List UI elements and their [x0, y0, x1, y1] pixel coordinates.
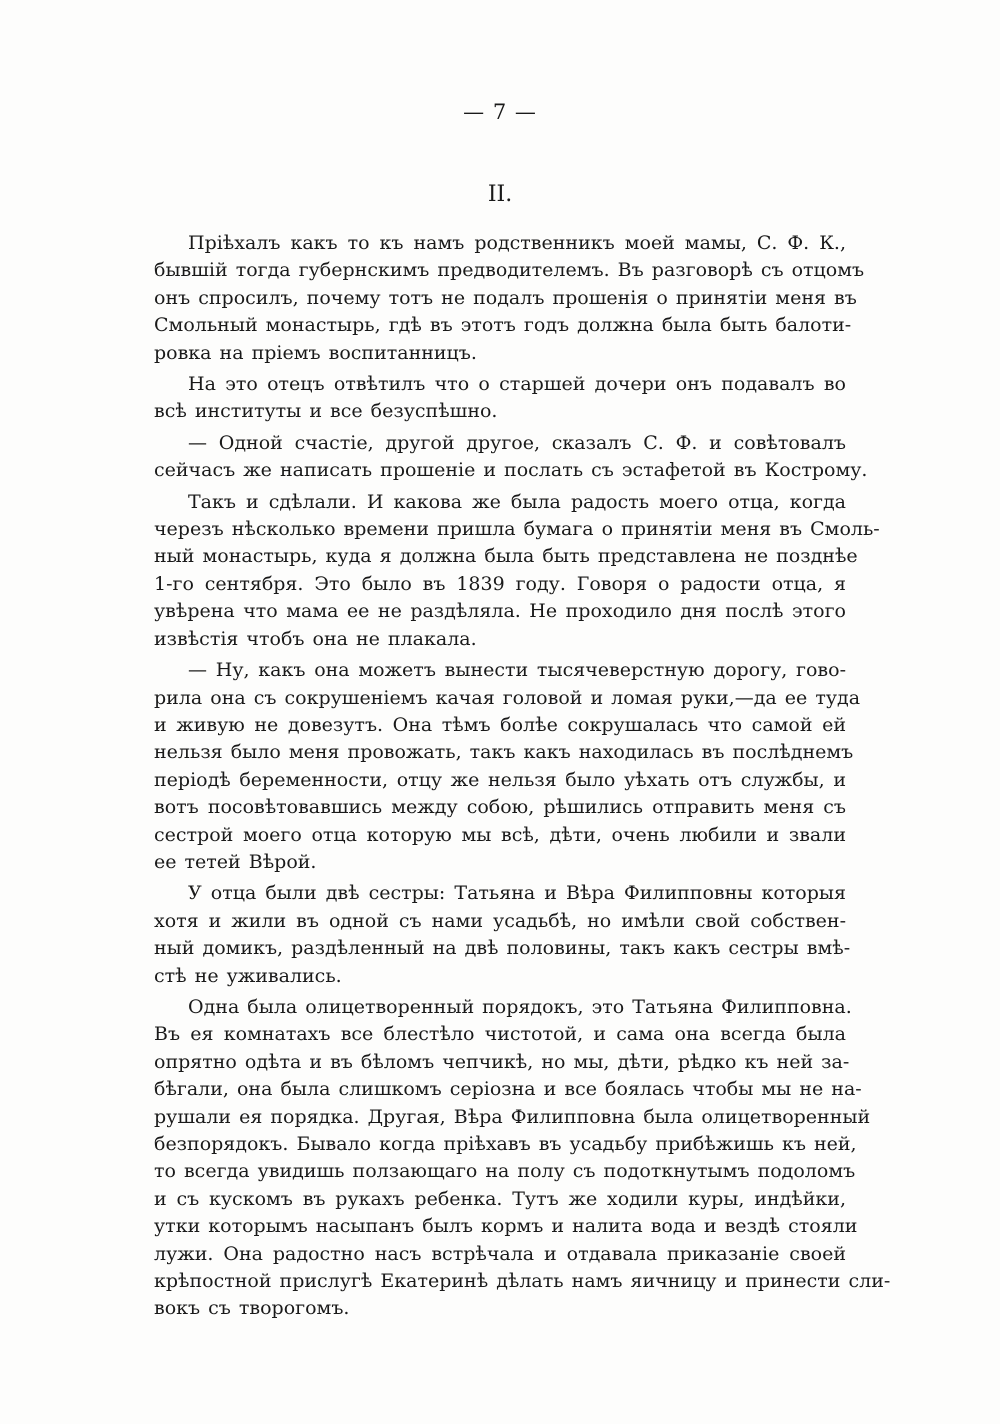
text-line: періодѣ беременности, отцу же нельзя было уѣхать отъ службы, и [154, 768, 846, 791]
text-line: то всегда увидишь ползающаго на полу съ подоткнутымъ подоломъ [154, 1160, 856, 1183]
text-line: лужи. Она радостно насъ встрѣчала и отдавала приказаніе своей [154, 1242, 846, 1265]
paragraph [154, 880, 851, 990]
text-line: онъ спросилъ, почему тотъ не подалъ прошенія о принятіи меня въ [154, 286, 857, 309]
text-line: утки которымъ насыпанъ былъ кормъ и налита вода и вездѣ стояли [154, 1215, 858, 1238]
text-line: опрятно одѣта и въ бѣломъ чепчикѣ, но мы, дѣти, рѣдко къ ней за- [154, 1050, 850, 1073]
text-line: 1-го сентября. Это было въ 1839 году. Говоря о радости отца, я [154, 572, 846, 595]
text-line: рушали ея порядка. Другая, Вѣра Филипповна была олицетворенный [154, 1105, 871, 1128]
text-line: крѣпостной прислугѣ Екатеринѣ дѣлать намъ яичницу и принести сли- [154, 1270, 891, 1293]
text-line: извѣстія чтобъ она не плакала. [154, 627, 477, 650]
paragraph [154, 489, 880, 653]
paragraph [154, 230, 865, 367]
body-text [154, 230, 891, 1323]
text-line: На это отецъ отвѣтилъ что о старшей дочери онъ подавалъ во [188, 373, 846, 396]
text-line: увѣрена что мама ее не раздѣляла. Не проходило дня послѣ этого [154, 600, 846, 623]
text-line: вотъ посовѣтовавшись между собою, рѣшились отправить меня съ [154, 796, 846, 819]
text-line: Смольный монастырь, гдѣ въ этотъ годъ должна была быть балоти- [154, 314, 852, 337]
paragraph [154, 657, 861, 876]
text-line: черезъ нѣсколько времени пришла бумага о принятіи меня въ Смоль- [154, 518, 880, 541]
text-line: нельзя было меня провожать, такъ какъ находилась въ послѣднемъ [154, 741, 854, 764]
text-line: ее тетей Вѣрой. [154, 850, 317, 873]
text-line: Такъ и сдѣлали. И какова же была радость моего отца, когда [188, 490, 846, 513]
text-line: Пріѣхалъ какъ то къ намъ родственникъ моей мамы, С. Ф. К., [188, 232, 846, 254]
text-line: — Ну, какъ она можетъ вынести тысячеверстную дорогу, гово- [188, 659, 846, 682]
text-line: ный домикъ, раздѣленный на двѣ половины, такъ какъ сестры вмѣ- [154, 937, 851, 960]
paragraph [154, 371, 846, 426]
text-line: Одна была олицетворенный порядокъ, это Татьяна Филипповна. [188, 995, 852, 1018]
text-line: У отца были двѣ сестры: Татьяна и Вѣра Филипповны которыя [188, 882, 846, 905]
text-line: и живую не довезутъ. Она тѣмъ болѣе сокрушалась что самой ей [154, 713, 846, 736]
text-line: Въ ея комнатахъ все блестѣло чистотой, и сама она всегда была [154, 1023, 846, 1046]
paragraph [154, 430, 868, 485]
text-line: ровка на пріемъ воспитанницъ. [154, 341, 477, 364]
text-line: бѣгали, она была слишкомъ серіозна и все боялась чтобы мы не на- [154, 1078, 862, 1101]
text-line: всѣ институты и все безуспѣшно. [154, 400, 498, 423]
text-line: сейчасъ же написать прошеніе и послать съ эстафетой въ Кострому. [154, 459, 868, 482]
text-line: сестрой моего отца которую мы всѣ, дѣти, очень любили и звали [154, 823, 846, 846]
text-line: бывшій тогда губернскимъ предводителемъ. Въ разговорѣ съ отцомъ [154, 259, 865, 282]
chapter-heading: II. [487, 182, 513, 207]
text-line: и съ кускомъ въ рукахъ ребенка. Тутъ же ходили куры, индѣйки, [154, 1187, 846, 1210]
text-line: ный монастырь, куда я должна была быть представлена не позднѣе [154, 545, 858, 568]
paragraph [154, 994, 891, 1323]
text-line: — Одной счастіе, другой другое, сказалъ С. Ф. и совѣтовалъ [188, 431, 846, 454]
text-line: рила она съ сокрушеніемъ качая головой и ломая руки,—да ее туда [154, 686, 861, 709]
text-line: безпорядокъ. Бывало когда пріѣхавъ въ усадьбу прибѣжишь къ ней, [154, 1133, 857, 1155]
text-line: хотя и жили въ одной съ нами усадьбѣ, но имѣли свой собствен- [154, 909, 846, 932]
page-number: — 7 — [463, 100, 537, 124]
text-line: стѣ не уживались. [154, 964, 342, 987]
text-line: вокъ съ творогомъ. [154, 1297, 350, 1320]
